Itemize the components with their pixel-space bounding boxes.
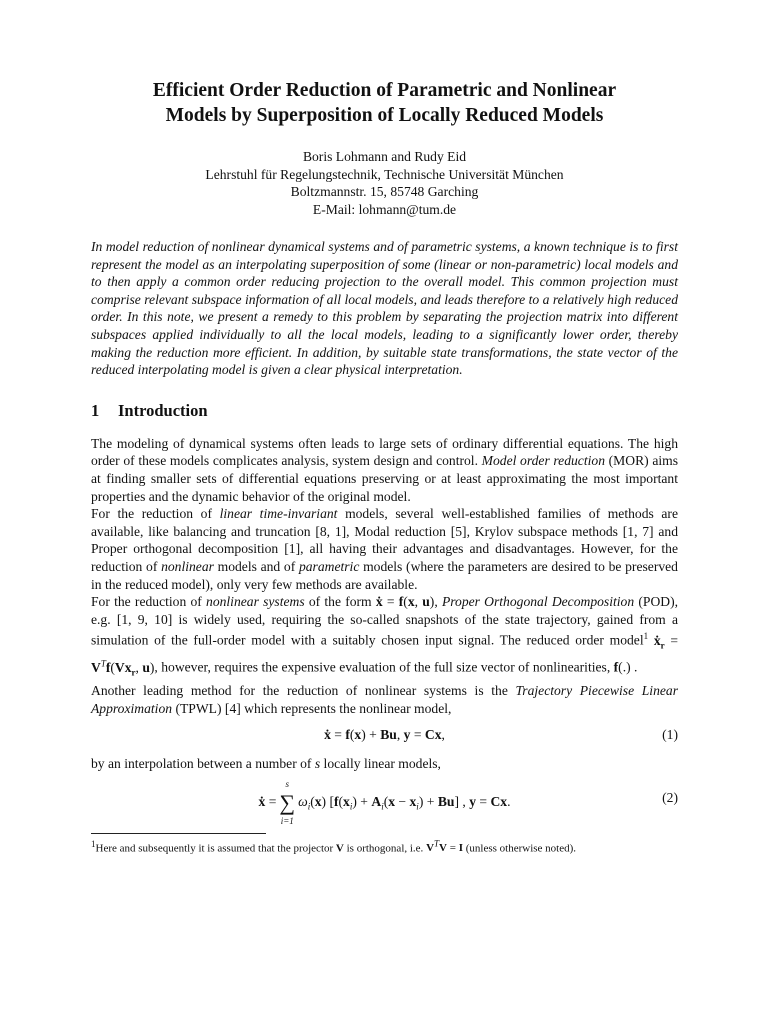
p5-text-b: locally linear models, bbox=[320, 756, 441, 772]
affiliation: Lehrstuhl für Regelungstechnik, Technische Universität München bbox=[205, 166, 564, 182]
p3-term-pod: Proper Orthogonal Decomposition bbox=[441, 594, 635, 610]
title-line-1: Efficient Order Reduction of Parametric and Nonlinear bbox=[152, 80, 617, 101]
section-heading bbox=[91, 401, 678, 421]
title-line-2: Models by Superposition of Locally Reduced Models bbox=[165, 105, 604, 126]
email: E-Mail: lohmann@tum.de bbox=[312, 201, 457, 217]
section-number: 1 bbox=[91, 400, 100, 420]
p3-text-e bbox=[648, 633, 654, 648]
body-text bbox=[91, 435, 678, 856]
p2-text-a: For the reduction of bbox=[91, 506, 220, 522]
p3-text-b: of the form bbox=[304, 594, 376, 610]
p5-text-a: by an interpolation between a number of bbox=[91, 756, 315, 772]
p4-term-tpwl: Trajectory Piecewise Linear Approximation bbox=[91, 682, 678, 716]
p3-text-c: , bbox=[434, 594, 442, 610]
inline-math-system: ẋ = f(x, u) bbox=[375, 594, 435, 610]
p5-var-s: s bbox=[314, 756, 321, 772]
footnote-mark: 1 bbox=[91, 838, 96, 849]
p3-text-a: For the reduction of bbox=[91, 594, 207, 610]
footnote-math: $V^TV = I$ bbox=[426, 838, 463, 855]
footnote-divider bbox=[91, 833, 266, 834]
paragraph-2 bbox=[91, 505, 678, 593]
paragraph-1 bbox=[91, 435, 678, 505]
p4-text-b: (TPWL) [4] which represents the nonlinear model, bbox=[172, 700, 452, 716]
p2-text-d: models (where the parameters are desired to be preserved in the reduced model), only very few methods are available. bbox=[91, 558, 678, 592]
p2-text-c: models and of bbox=[213, 558, 299, 574]
footnote-text-b: is orthogonal, i.e. bbox=[343, 842, 427, 855]
paragraph-3 bbox=[91, 593, 678, 682]
footnote-text-a: Here and subsequently it is assumed that the projector bbox=[95, 842, 336, 855]
p3-term-ns: nonlinear systems bbox=[206, 594, 305, 610]
p3-text-d: (POD), e.g. [1, 9, 10] is widely used, requiring the so-called snapshots of the state trajectory, gained from a simulation of the full-order model with a suitably chosen input signal. The reduced order model bbox=[91, 594, 679, 648]
paper-title bbox=[91, 78, 678, 128]
p2-term-parametric: parametric bbox=[298, 558, 360, 574]
abstract: In model reduction of nonlinear dynamical systems and of parametric systems, a known technique is to first represent the model as an interpolating superposition of some (linear or non-parametric) local models and to then apply a common order reducing projection to the overall model. This common projection must comprise relevant subspace information of all local models, and leads therefore to a relatively high reduced order. In this note, we present a remedy to this problem by separating the projection matrix into different subspaces applied individually to all the local models, leading to a significantly lower order, thereby making the reduction more efficient. In addition, by suitable state transformations, the state vector of the reduced interpolating model is given a clear physical interpretation. bbox=[91, 239, 678, 378]
footnote-text-c: (unless otherwise noted). bbox=[462, 842, 577, 855]
equation-1-number: (1) bbox=[662, 727, 678, 743]
p2-text-b: models, several well-established families of methods are available, like balancing and truncation [8, 1], Modal reduction [5], Krylov subspace methods [1, 7] and Proper orthogonal decomposition [1], all having their advantages and disadvantages. However, for the reduction of bbox=[91, 506, 678, 574]
inline-math-f: f(.) bbox=[613, 659, 631, 675]
p2-term-lti: linear time-invariant bbox=[219, 506, 338, 522]
p1-text-b: (MOR) aims at finding smaller sets of differential equations preserving or at least approximating the most important properties and the dynamic behavior of the original model. bbox=[91, 453, 679, 504]
equation-1-expression: ẋ = f(x) + Bu, y = Cx, bbox=[324, 727, 445, 743]
equation-2 bbox=[91, 773, 678, 829]
p3-text-g: . bbox=[630, 659, 638, 675]
sum-lower-limit: i=1 bbox=[280, 815, 294, 826]
section-title: Introduction bbox=[118, 400, 208, 420]
equation-2-expression: ẋ = ∑ s i=1 $\omega_i(x) [f(x_i) + A_i(x - x_i) + Bu]$ , y = Cx. bbox=[258, 778, 511, 826]
address: Boltzmannstr. 15, 85748 Garching bbox=[290, 184, 479, 199]
author-names: Boris Lohmann and Rudy Eid bbox=[302, 149, 467, 164]
p1-term-mor: Model order reduction bbox=[481, 453, 605, 469]
sum-upper-limit: s bbox=[285, 778, 289, 789]
paragraph-5 bbox=[91, 755, 678, 773]
author-block bbox=[91, 148, 678, 218]
footnote: $^1$Here and subsequently it is assumed that the projector V is orthogonal, i.e. $V^TV = I$ (unless otherwise noted). bbox=[91, 838, 577, 855]
p4-text-a: Another leading method for the reduction of nonlinear systems is the bbox=[91, 682, 516, 698]
p1-text-a: The modeling of dynamical systems often leads to large sets of ordinary differential equations. The high order of these models complicates analysis, system design and control. bbox=[91, 435, 678, 469]
footnote-ref: 1 bbox=[643, 631, 649, 642]
paragraph-4 bbox=[91, 682, 678, 717]
paper-page bbox=[91, 78, 678, 855]
equation-2-number: (2) bbox=[662, 789, 678, 805]
inline-math-reduced: ẋ$_r$ = $V^Tf(Vx_r$, u) bbox=[91, 632, 678, 678]
equation-1 bbox=[91, 717, 678, 755]
p2-term-nonlinear: nonlinear bbox=[161, 558, 214, 574]
summation-symbol: ∑ s i=1 bbox=[279, 778, 296, 826]
p3-text-f: , however, requires the expensive evaluation of the full size vector of nonlinearities, bbox=[154, 659, 614, 675]
